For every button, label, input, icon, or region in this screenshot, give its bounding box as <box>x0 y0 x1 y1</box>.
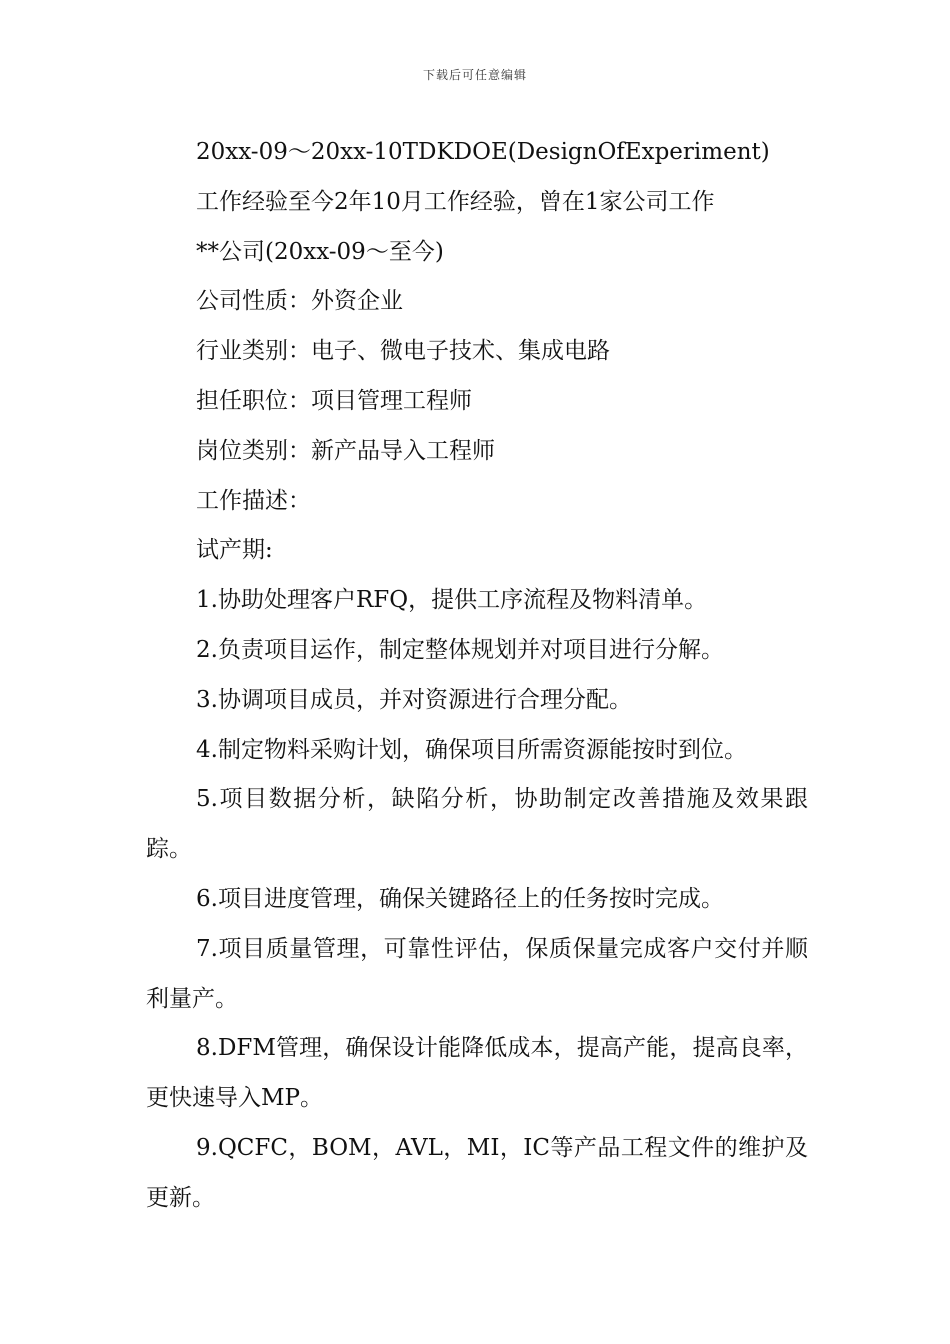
text-line-trial-production: 试产期: <box>196 537 273 564</box>
text-line-job-category: 岗位类别：新产品导入工程师 <box>196 437 495 464</box>
text-line-job-description-heading: 工作描述： <box>196 487 311 514</box>
text-line-position: 担任职位：项目管理工程师 <box>196 387 472 414</box>
text-line-company-type: 公司性质：外资企业 <box>196 288 403 315</box>
list-item-9: 9.QCFC，BOM，AVL，MI，IC等产品工程文件的维护及更新。 <box>146 1134 808 1211</box>
document-body <box>146 128 808 1224</box>
text-line-experiment-period: 20xx-09～20xx-10TDKDOE(DesignOfExperiment) <box>196 139 770 165</box>
list-item-1: 1.协助处理客户RFQ，提供工序流程及物料清单。 <box>196 587 708 614</box>
text-line-industry: 行业类别：电子、微电子技术、集成电路 <box>196 338 610 365</box>
list-item-8: 8.DFM管理，确保设计能降低成本，提高产能，提高良率，更快速导入MP。 <box>146 1035 808 1112</box>
text-line-work-experience: 工作经验至今2年10月工作经验，曾在1家公司工作 <box>196 188 715 215</box>
page-header-note: 下载后可任意编辑 <box>422 68 527 82</box>
list-item-6: 6.项目进度管理，确保关键路径上的任务按时完成。 <box>196 885 724 912</box>
list-item-4: 4.制定物料采购计划，确保项目所需资源能按时到位。 <box>196 736 747 763</box>
list-item-2: 2.负责项目运作，制定整体规划并对项目进行分解。 <box>196 636 724 663</box>
list-item-3: 3.协调项目成员，并对资源进行合理分配。 <box>196 686 632 713</box>
list-item-5: 5.项目数据分析，缺陷分析，协助制定改善措施及效果跟踪。 <box>146 786 808 863</box>
text-line-company: **公司(20xx-09～至今) <box>196 238 444 265</box>
list-item-7: 7.项目质量管理，可靠性评估，保质保量完成客户交付并顺利量产。 <box>146 935 808 1012</box>
